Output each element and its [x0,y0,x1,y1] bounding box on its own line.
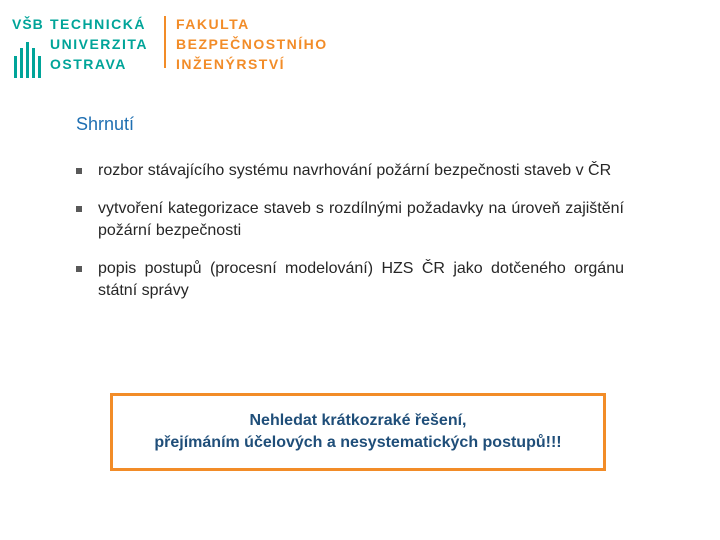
callout-box [110,393,606,471]
bullet-text: rozbor stávajícího systému navrhování požární bezpečnosti staveb v ČR [98,162,612,179]
logo-faculty-line: BEZPEČNOSTNÍHO [176,36,328,52]
bullet-text: vytvoření kategorizace staveb s rozdílnými požadavky na úroveň zajištění požární bezpečnosti [98,200,624,239]
logo-university-line: TECHNICKÁ [50,16,146,32]
bullet-item [76,198,624,242]
logo-bars-icon [12,36,46,78]
callout-line: přejímáním účelových a nesystematických postupů!!! [154,434,562,451]
bullet-text: popis postupů (procesní modelování) HZS ČR jako dotčeného orgánu státní správy [98,260,624,299]
logo-vsb-text: VŠB [12,16,44,32]
logo-faculty-line: FAKULTA [176,16,250,32]
logo-university-line: OSTRAVA [50,56,127,72]
logo-university-name [50,14,148,74]
slide-title: Shrnutí [76,114,135,134]
callout-line: Nehledat krátkozraké řešení, [249,412,467,429]
square-bullet-icon [76,266,82,272]
logo-faculty-line: INŽENÝRSTVÍ [176,56,286,72]
square-bullet-icon [76,168,82,174]
logo-university-line: UNIVERZITA [50,36,148,52]
bullet-list [76,160,624,318]
logo-faculty-name [176,14,328,74]
bullet-item [76,258,624,302]
bullet-item [76,160,624,182]
square-bullet-icon [76,206,82,212]
logo-divider [164,16,166,68]
